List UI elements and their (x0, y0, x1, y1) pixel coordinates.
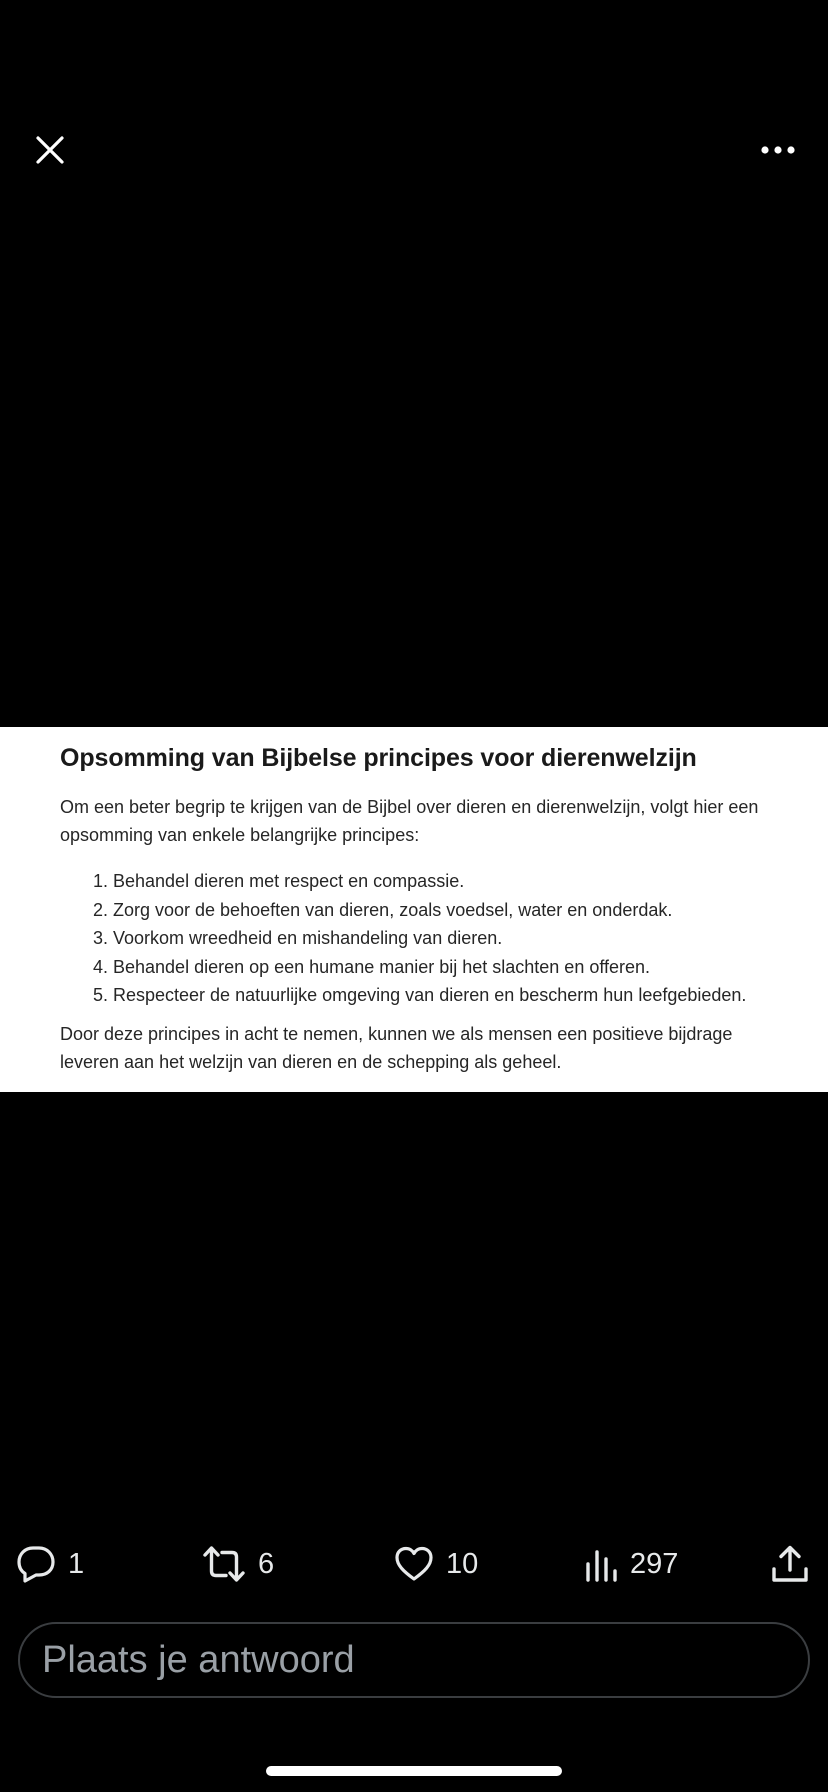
repost-button[interactable] (202, 1536, 274, 1592)
principles-list (60, 867, 778, 1010)
more-options-button[interactable] (746, 118, 810, 182)
home-indicator (266, 1766, 562, 1776)
views-button[interactable] (584, 1536, 678, 1592)
close-button[interactable] (18, 118, 82, 182)
comment-icon (16, 1544, 56, 1584)
list-item: 3. Voorkom wreedheid en mishandeling van dieren. (113, 924, 778, 953)
like-button[interactable] (394, 1536, 478, 1592)
repost-count: 6 (258, 1547, 275, 1580)
list-item: 4. Behandel dieren op een humane manier bij het slachten en offeren. (113, 953, 778, 982)
like-count: 10 (446, 1547, 479, 1580)
repost-icon (202, 1544, 246, 1584)
reply-count: 1 (68, 1547, 85, 1580)
close-icon (35, 135, 65, 165)
share-button[interactable] (770, 1536, 810, 1592)
more-icon (761, 145, 795, 155)
reply-button[interactable] (16, 1536, 84, 1592)
media-intro: Om een beter begrip te krijgen van de Bijbel over dieren en dierenwelzijn, volgt hier een opsomming van enkele belangrijke principes: (60, 797, 759, 845)
reply-field-container (18, 1622, 810, 1698)
list-item: 2. Zorg voor de behoeften van dieren, zoals voedsel, water en onderdak. (113, 896, 778, 925)
list-item: 5. Respecteer de natuurlijke omgeving van dieren en bescherm hun leefgebieden. (113, 981, 778, 1010)
media-image[interactable] (0, 727, 828, 1092)
media-title: Opsomming van Bijbelse principes voor dierenwelzijn (60, 744, 697, 772)
views-chart-icon (584, 1544, 618, 1584)
list-item: 1. Behandel dieren met respect en compassie. (113, 867, 778, 896)
share-icon (770, 1544, 810, 1584)
media-outro: Door deze principes in acht te nemen, kunnen we als mensen een positieve bijdrage leveren aan het welzijn van dieren en de schepping als geheel. (60, 1023, 733, 1072)
action-bar (0, 1536, 828, 1592)
views-count: 297 (630, 1547, 679, 1580)
heart-icon (394, 1544, 434, 1584)
reply-input[interactable] (20, 1624, 808, 1696)
